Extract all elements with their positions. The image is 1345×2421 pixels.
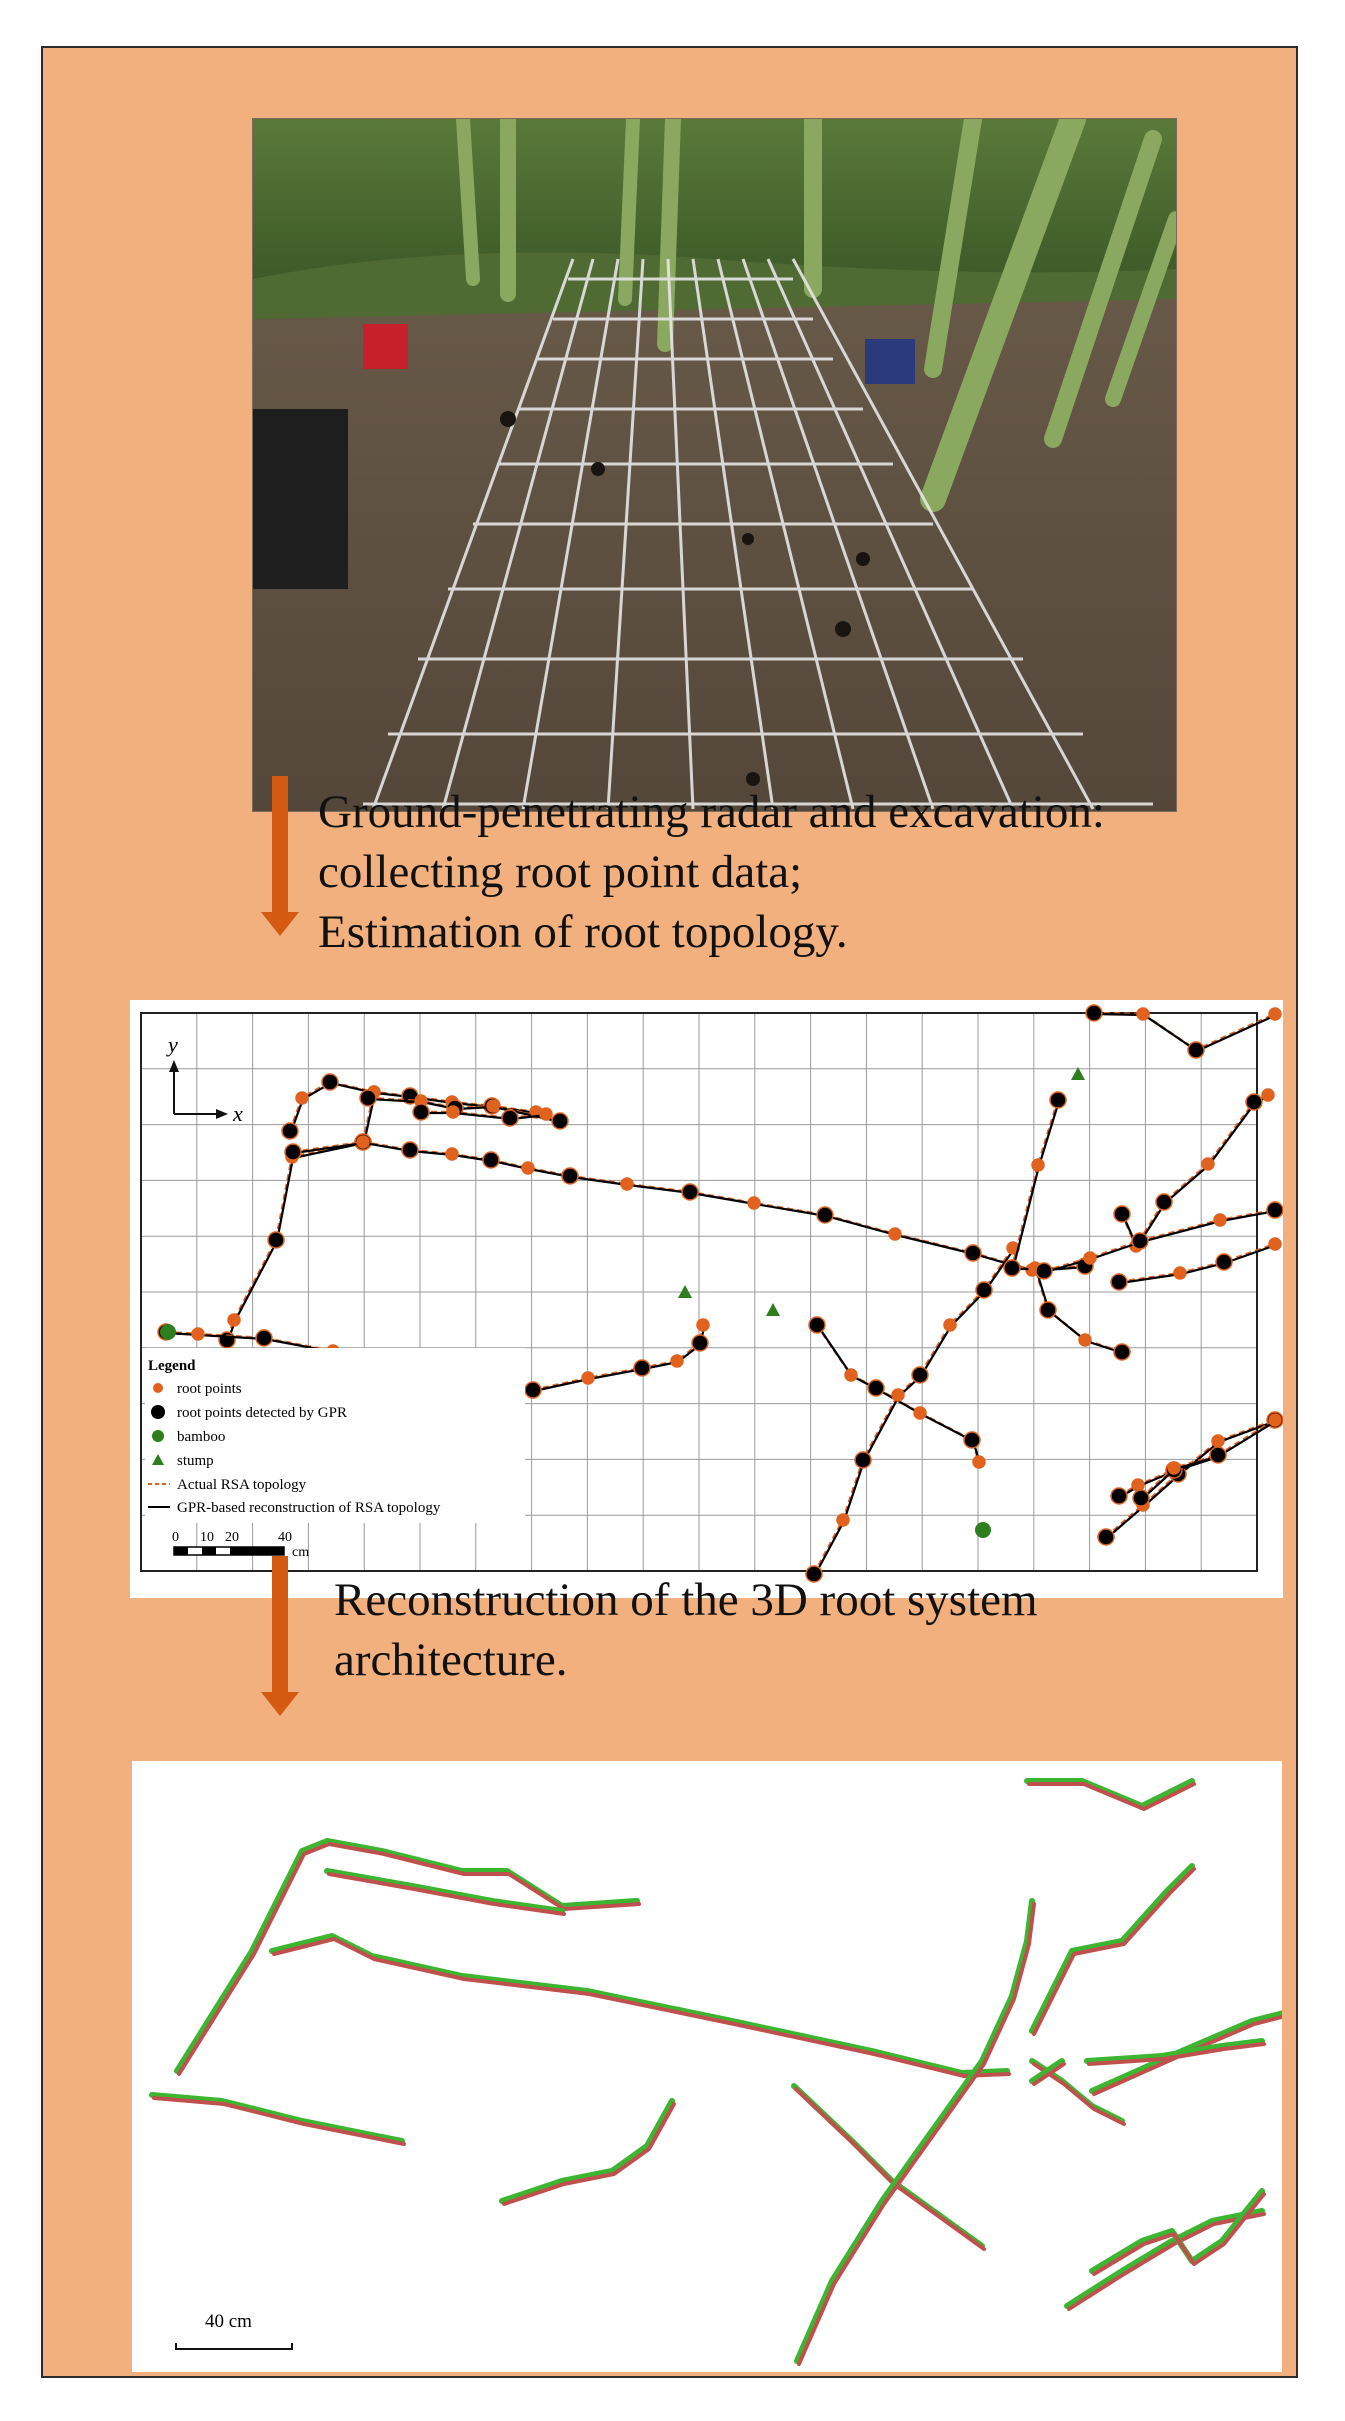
legend-title: Legend xyxy=(148,1358,196,1374)
step1-line-2: collecting root point data; xyxy=(318,846,803,898)
legend-item-0: root points xyxy=(177,1381,242,1397)
step2-caption xyxy=(334,1570,1038,1690)
down-arrow-icon xyxy=(259,776,301,938)
step2-line-2: architecture. xyxy=(334,1634,568,1686)
legend-symbol-bamboo xyxy=(152,1430,164,1442)
axes-indicator xyxy=(166,1032,243,1126)
model-scale-label: 40 cm xyxy=(205,2311,252,2332)
root-3d-strands xyxy=(152,1781,1282,2364)
root-topology-map xyxy=(130,1000,1283,1598)
scale-tick-10: 10 xyxy=(200,1530,214,1545)
root-3d-model xyxy=(132,1761,1282,2372)
step1-line-1: Ground-penetrating radar and excavation: xyxy=(318,786,1105,838)
step2-line-1: Reconstruction of the 3D root system xyxy=(334,1574,1038,1626)
figure-poster xyxy=(41,46,1298,2378)
step1-line-3: Estimation of root topology. xyxy=(318,906,848,958)
legend-symbol-gpr-point xyxy=(151,1405,165,1419)
field-plot-grid-photo xyxy=(252,118,1177,812)
y-axis-label: y xyxy=(168,1032,178,1057)
legend-item-3: stump xyxy=(177,1453,214,1469)
model-scale-bar xyxy=(176,2311,292,2349)
x-axis-label: x xyxy=(233,1101,243,1126)
legend xyxy=(145,1348,525,1523)
scale-tick-0: 0 xyxy=(172,1530,179,1545)
legend-item-5: GPR-based reconstruction of RSA topology xyxy=(177,1500,441,1516)
legend-item-2: bamboo xyxy=(177,1429,226,1445)
down-arrow-icon-2 xyxy=(259,1556,301,1718)
scale-unit: cm xyxy=(292,1545,310,1560)
scale-tick-40: 40 xyxy=(278,1530,292,1545)
scale-tick-20: 20 xyxy=(225,1530,239,1545)
legend-item-4: Actual RSA topology xyxy=(177,1477,307,1493)
legend-item-1: root points detected by GPR xyxy=(177,1405,347,1421)
legend-symbol-root-point xyxy=(153,1383,163,1393)
step1-caption xyxy=(318,782,1105,962)
